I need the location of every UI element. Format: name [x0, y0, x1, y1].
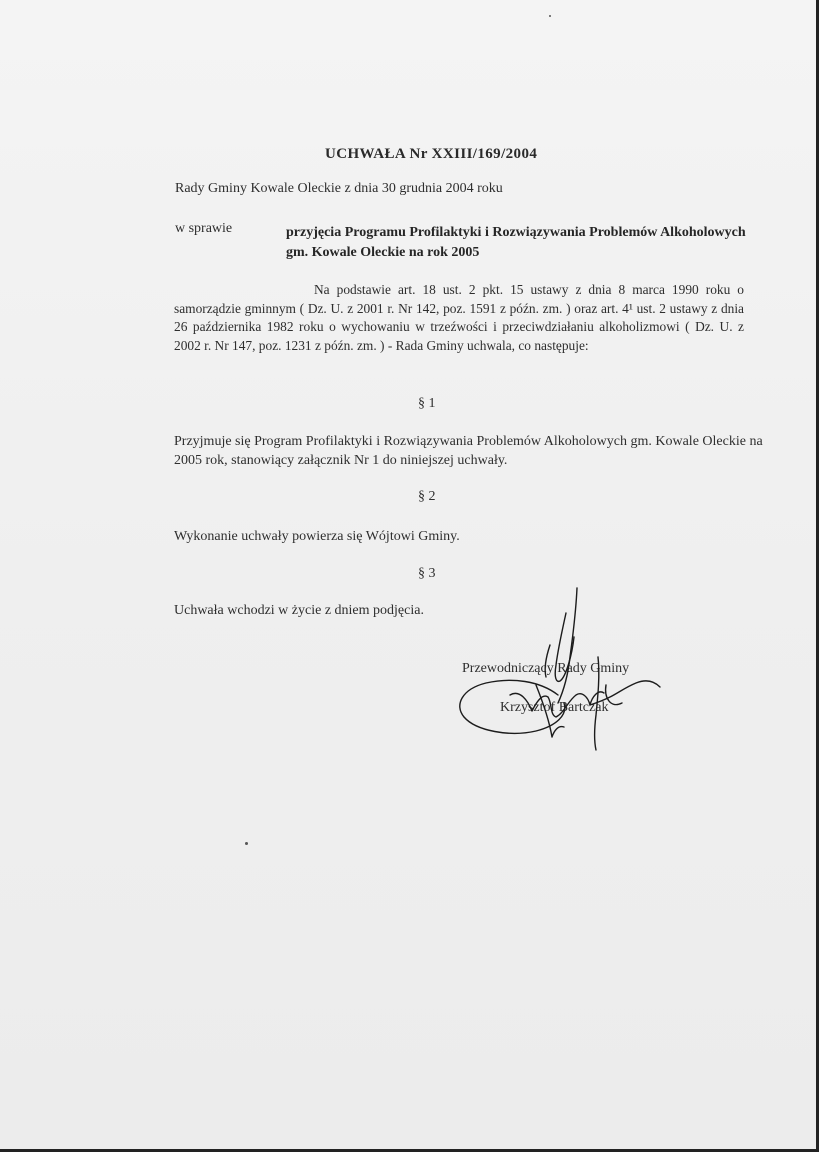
- scan-speck: [549, 15, 551, 17]
- section-2-heading: § 2: [418, 489, 436, 504]
- section-1-heading: § 1: [418, 396, 436, 411]
- section-3-heading: § 3: [418, 566, 436, 581]
- resolution-subject: przyjęcia Programu Profilaktyki i Rozwiązywania Problemów Alkoholowych gm. Kowale Oleckie na rok 2005: [286, 225, 746, 260]
- section-1-text: Przyjmuje się Program Profilaktyki i Rozwiązywania Problemów Alkoholowych gm. Kowale Oleckie na 2005 rok, stanowiący załącznik Nr 1 do niniejszej uchwały.: [174, 434, 763, 468]
- resolution-title: UCHWAŁA Nr XXIII/169/2004: [325, 146, 538, 162]
- resolution-subtitle: Rady Gminy Kowale Oleckie z dnia 30 grudnia 2004 roku: [175, 181, 503, 196]
- signatory-title: Przewodniczący Rady Gminy: [462, 661, 630, 676]
- section-2-text: Wykonanie uchwały powierza się Wójtowi Gminy.: [174, 529, 460, 544]
- signatory-name: Krzysztof Bartczak: [500, 700, 609, 715]
- subject-label: w sprawie: [175, 221, 233, 236]
- section-3-text: Uchwała wchodzi w życie z dniem podjęcia.: [174, 603, 424, 618]
- scan-speck: [245, 842, 248, 845]
- handwritten-signature: [440, 585, 680, 765]
- legal-basis-paragraph: Na podstawie art. 18 ust. 2 pkt. 15 ustawy z dnia 8 marca 1990 roku o samorządzie gminnym ( Dz. U. z 2001 r. Nr 142, poz. 1591 z późn. zm. ) oraz art. 4¹ ust. 2 ustawy z dnia 26 października 1982 roku o wychowaniu w trzeźwości i przeciwdziałaniu alkoholizmowi ( Dz. U. z 2002 r. Nr 147, poz. 1231 z późn. zm. ) - Rada Gminy uchwala, co następuje:: [174, 282, 744, 353]
